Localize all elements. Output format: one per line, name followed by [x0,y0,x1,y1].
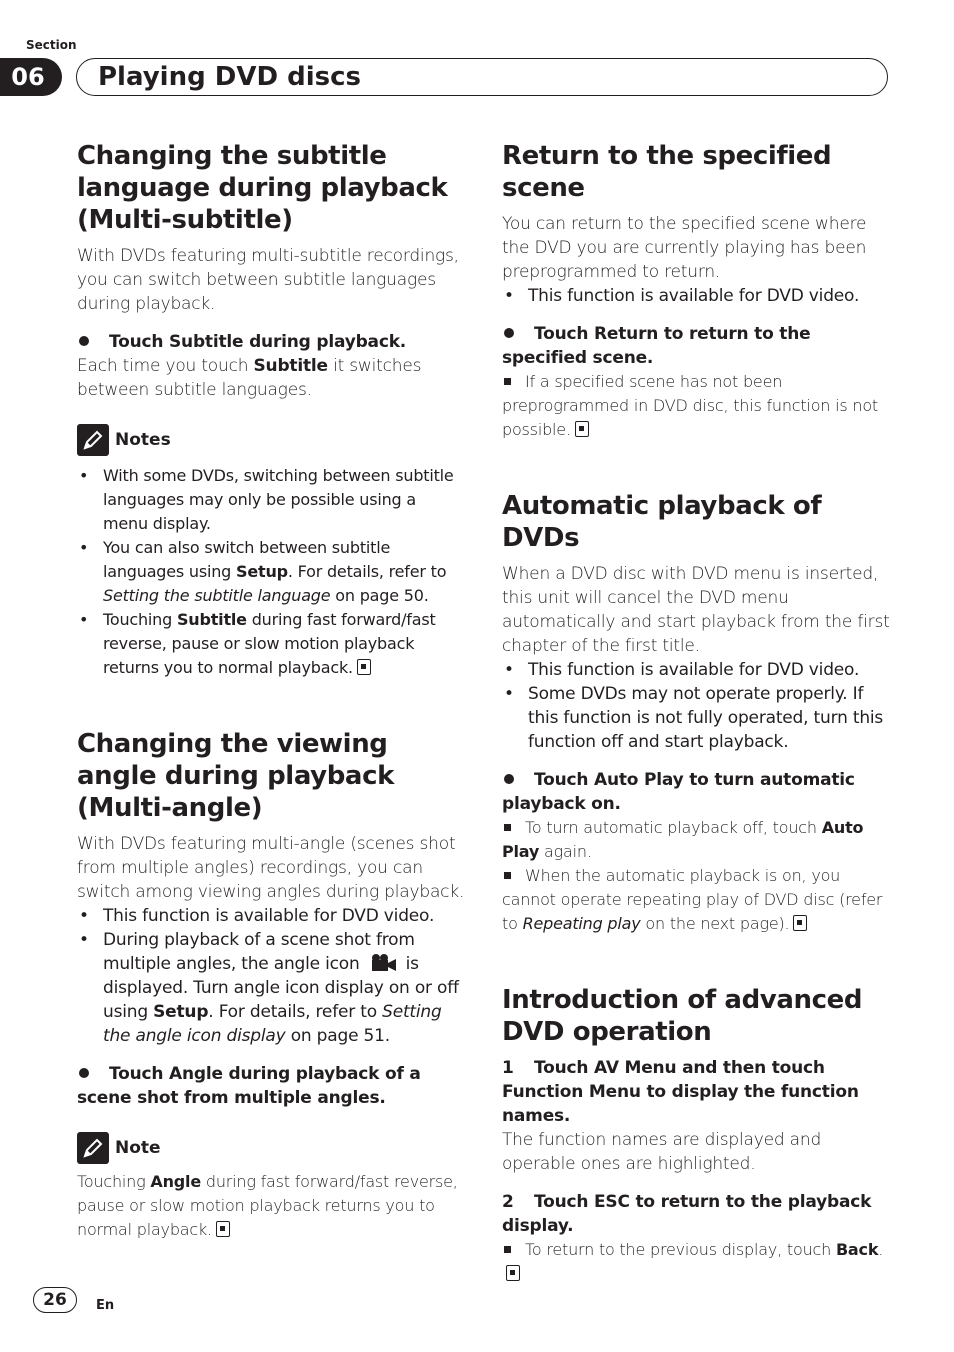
auto-intro: When a DVD disc with DVD menu is inserted, this unit will cancel the DVD menu automatically and start playback from the first chapter of the first title. [502,564,890,656]
square-bullet-icon [504,1246,511,1253]
return-step: Touch Return to return to the specified scene. [502,324,811,368]
square-bullet-icon [504,872,511,879]
advanced-step-1: 1 Touch AV Menu and then touch Function Menu to display the function names. [502,1058,859,1126]
advanced-step-1-desc: The function names are displayed and operable ones are highlighted. [502,1130,822,1174]
list-item: • During playback of a scene shot from multiple angles, the angle icon is displayed. Turn angle icon display on or off using Setup. For details, refer to Setting the angle icon display on page 51. [77,928,465,1048]
bullet-dot-icon [504,774,514,784]
bullet-dot-icon [504,328,514,338]
return-note: If a specified scene has not been preprogrammed in DVD disc, this function is not possible. [502,372,879,439]
notes-header: Notes [77,424,465,456]
language-label: En [96,1298,115,1313]
left-column [77,140,465,1242]
list-item: • This function is available for DVD video. [77,904,465,928]
angle-bullets [77,904,465,1048]
note-header: Note [77,1132,465,1164]
angle-icon [368,953,398,973]
bullet-dot-icon [79,1068,89,1078]
subtitle-intro: With DVDs featuring multi-subtitle recordings, you can switch between subtitle languages during playback. [77,246,459,314]
auto-bullets [502,658,890,754]
return-heading: Return to the specified scene [502,141,832,203]
square-bullet-icon [504,378,511,385]
advanced-step-2: 2 Touch ESC to return to the playback display. [502,1192,872,1236]
auto-note-2: When the automatic playback is on, you cannot operate repeating play of DVD disc (refer to Repeating play on the next page). [502,866,883,933]
list-item: • You can also switch between subtitle languages using Setup. For details, refer to Setting the subtitle language on page 50. [77,536,465,608]
list-item: • With some DVDs, switching between subtitle languages may only be possible using a menu display. [77,464,465,536]
angle-heading: Changing the viewing angle during playback (Multi-angle) [77,729,394,823]
angle-step: Touch Angle during playback of a scene shot from multiple angles. [77,1064,421,1108]
subtitle-notes-list [77,464,465,680]
end-mark-icon [506,1265,520,1281]
return-bullets [502,284,890,308]
list-item: • Touching Subtitle during fast forward/fast reverse, pause or slow motion playback returns you to normal playback. [77,608,465,680]
auto-step: Touch Auto Play to turn automatic playback on. [502,770,855,814]
page-number: 26 [33,1287,77,1313]
advanced-note: To return to the previous display, touch Back. [502,1238,890,1286]
subtitle-heading: Changing the subtitle language during playback (Multi-subtitle) [77,141,448,235]
subtitle-step: Touch Subtitle during playback. [77,330,465,354]
bullet-dot-icon [79,336,89,346]
list-item: • This function is available for DVD video. [502,284,890,308]
section-label: Section [26,38,77,52]
right-column [502,140,890,1286]
return-intro: You can return to the specified scene where the DVD you are currently playing has been preprogrammed to return. [502,214,867,282]
list-item: • This function is available for DVD video. [502,658,890,682]
section-number: 06 [0,58,62,96]
end-mark-icon [216,1221,230,1237]
angle-intro: With DVDs featuring multi-angle (scenes shot from multiple angles) recordings, you can switch among viewing angles during playback. [77,834,465,902]
auto-heading: Automatic playback of DVDs [502,491,822,553]
end-mark-icon [575,421,589,437]
subtitle-desc: Each time you touch Subtitle it switches between subtitle languages. [77,356,422,400]
end-mark-icon [357,659,371,675]
end-mark-icon [793,915,807,931]
auto-note-1: To turn automatic playback off, touch Auto Play again. [502,818,864,861]
advanced-heading: Introduction of advanced DVD operation [502,985,863,1047]
square-bullet-icon [504,824,511,831]
angle-note: Touching Angle during fast forward/fast reverse, pause or slow motion playback returns you to normal playback. [77,1172,458,1239]
section-title: Playing DVD discs [98,62,361,92]
pencil-icon [77,424,109,456]
list-item: • Some DVDs may not operate properly. If this function is not fully operated, turn this function off and start playback. [502,682,890,754]
pencil-icon [77,1132,109,1164]
